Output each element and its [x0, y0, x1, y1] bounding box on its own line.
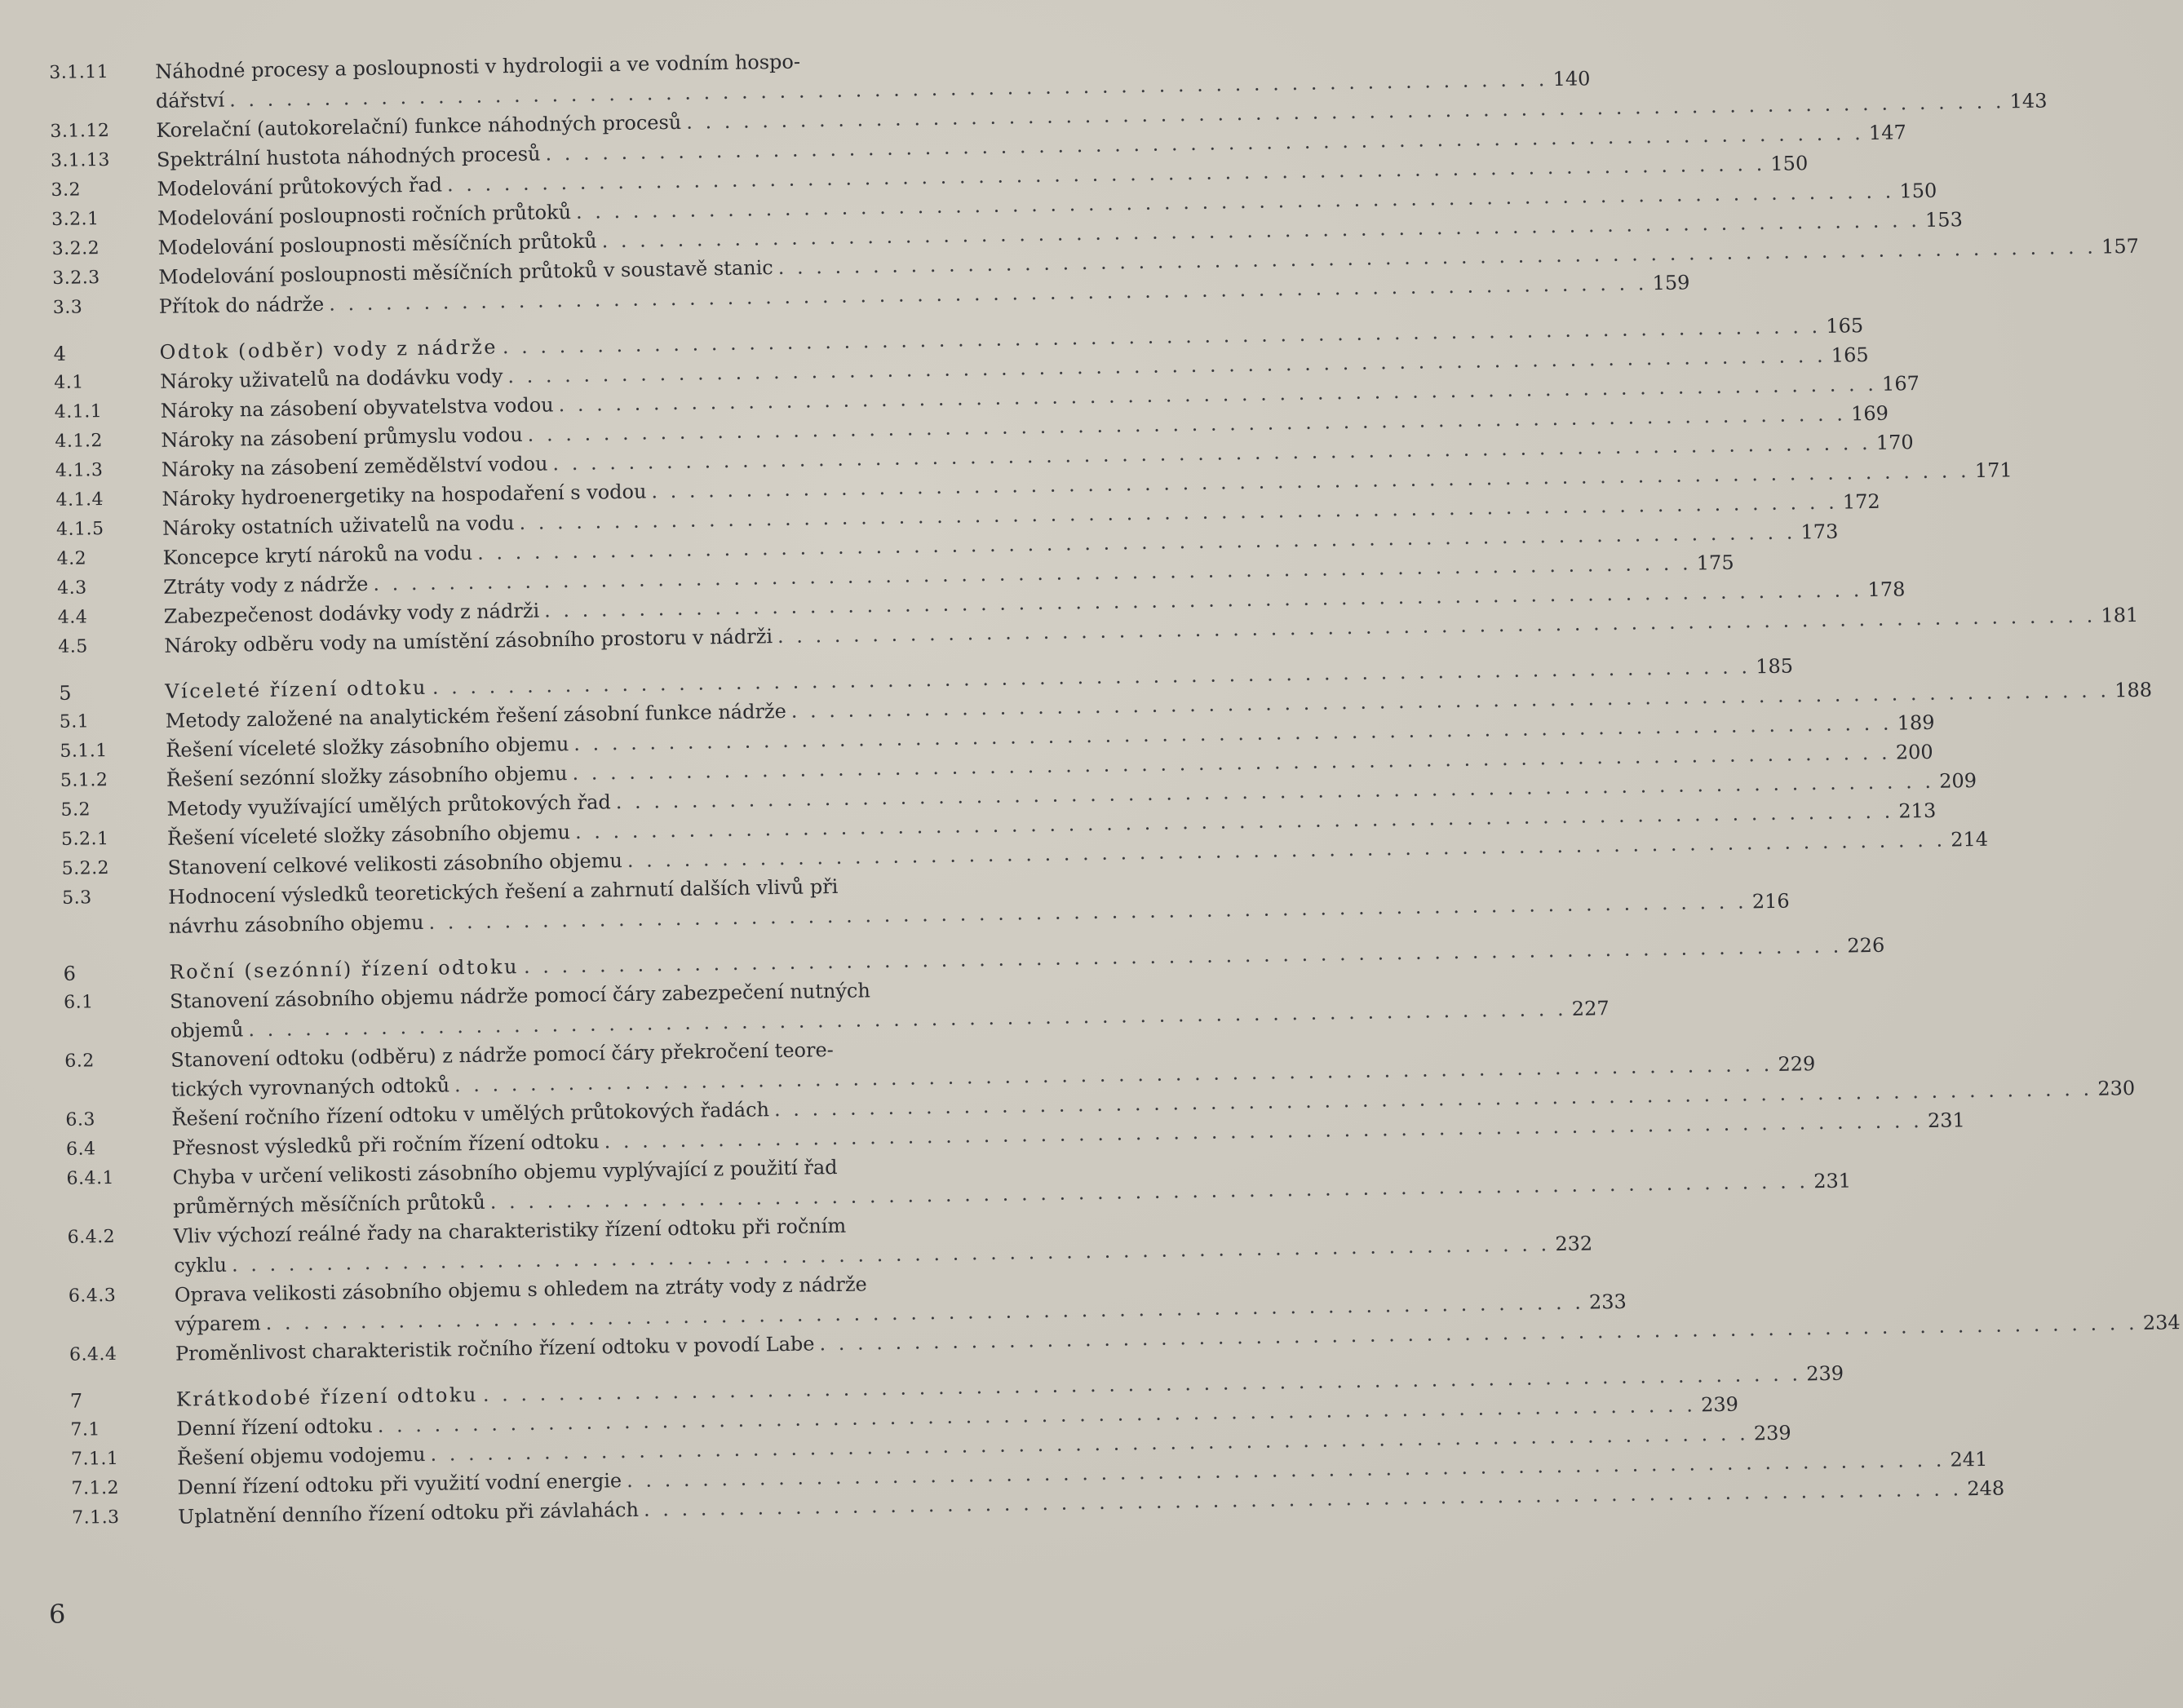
toc-page-number: 147 [1868, 121, 1906, 144]
toc-entry [61, 870, 1790, 943]
toc-entry-number: 4.1.3 [55, 460, 104, 481]
toc-entry-title: Řešení víceleté složky zásobního objemu [166, 732, 569, 762]
toc-entry-title: Přítok do nádrže [158, 292, 325, 318]
toc-entry-number: 3.2.1 [51, 209, 100, 230]
toc-entry-number: 6.4.2 [67, 1226, 116, 1248]
toc-entry-number: 4.1.2 [55, 431, 104, 452]
toc-entry-number: 7.1.2 [71, 1477, 120, 1499]
toc-entry-title: Odtok (odběr) vody z nádrže [159, 335, 498, 364]
toc-entry-title: Korelační (autokorelační) funkce náhodných procesů [156, 110, 682, 142]
table-of-contents [49, 45, 2181, 1533]
toc-entry-number: 3.1.11 [49, 61, 109, 83]
toc-entry-number: 4 [53, 342, 67, 365]
toc-entry-title: Oprava velikosti zásobního objemu s ohledem na ztráty vody z nádrže [174, 1272, 867, 1307]
toc-entry-title: Metody využívající umělých průtokových řad [166, 790, 612, 821]
toc-entry-number: 6.1 [63, 992, 94, 1013]
toc-page-number: 239 [1806, 1361, 1844, 1386]
toc-entry-title: Řešení sezónní složky zásobního objemu [166, 762, 568, 791]
toc-page-number: 227 [1571, 997, 1610, 1020]
toc-page-number: 159 [1652, 271, 1690, 295]
toc-entry-number: 4.1.5 [55, 519, 104, 540]
toc-entry-title: Modelování průtokových řad [157, 173, 443, 201]
toc-entry-title: Ztráty vody z nádrže [162, 572, 369, 599]
toc-entry-number: 5.2.1 [60, 828, 109, 850]
toc-entry-number: 3.2 [51, 179, 82, 201]
toc-page-number: 209 [1938, 768, 1977, 793]
toc-entry-number: 6.4.1 [66, 1167, 115, 1189]
toc-page-number: 216 [1751, 889, 1790, 914]
toc-entry-title: Modelování posloupnosti měsíčních průtoků [157, 229, 597, 259]
toc-page-number: 178 [1867, 577, 1906, 602]
toc-entry-number: 7.1 [70, 1419, 101, 1440]
toc-entry-number: 7.1.3 [71, 1507, 120, 1529]
toc-entry-number: 6.4.4 [69, 1343, 117, 1365]
toc-page-number: 173 [1800, 520, 1839, 544]
toc-entry-title: Stanovení zásobního objemu nádrže pomocí čáry zabezpečení nutných [169, 979, 871, 1013]
toc-entry-title: Nároky ostatních uživatelů na vodu [162, 511, 515, 540]
toc-entry-title: Roční (sezónní) řízení odtoku [169, 955, 520, 984]
toc-entry-number: 5.2 [60, 799, 91, 821]
toc-entry-number: 4.4 [57, 607, 88, 628]
toc-page-number: 150 [1770, 152, 1809, 175]
toc-page-number: 241 [1950, 1447, 1988, 1471]
toc-entry-title: průměrných měsíčních průtoků [172, 1190, 486, 1219]
toc-entry-title: Spektrální hustota náhodných procesů [156, 142, 541, 171]
toc-entry-number: 4.1.1 [54, 401, 103, 423]
toc-entry-title: Řešení ročního řízení odtoku v umělých průtokových řadách [171, 1098, 770, 1131]
toc-entry-title: Vliv výchozí reálné řady na charakteristiky řízení odtoku při ročním [173, 1214, 847, 1248]
toc-entry-title: Zabezpečenost dodávky vody z nádrži [163, 599, 540, 628]
toc-page-number: 231 [1927, 1108, 1966, 1132]
toc-page-number: 231 [1813, 1169, 1852, 1193]
toc-page-number: 170 [1875, 431, 1914, 454]
toc-page-number: 153 [1924, 208, 1964, 232]
toc-entry-title: objemů [170, 1018, 244, 1042]
toc-entry-title: dářství [155, 88, 225, 113]
toc-entry-number: 5.1.1 [60, 740, 108, 762]
toc-entry-title: Přesnost výsledků při ročním řízení odtoku [171, 1130, 600, 1160]
toc-entry-number: 5 [59, 681, 73, 705]
toc-entry-title: Chyba v určení velikosti zásobního objemu vyplývající z použití řad [172, 1155, 838, 1189]
toc-entry-number: 5.3 [61, 887, 92, 909]
toc-page-number: 248 [1967, 1476, 2005, 1501]
toc-entry-title: Nároky na zásobení obyvatelstva vodou [160, 393, 554, 423]
toc-entry-title: Řešení víceleté složky zásobního objemu [166, 821, 571, 850]
toc-page-number: 239 [1753, 1421, 1791, 1445]
toc-page-number: 171 [1974, 458, 2013, 482]
toc-entry-number: 5.1.2 [60, 769, 108, 791]
toc-entry-title: Modelování posloupnosti ročních průtoků [157, 200, 572, 230]
toc-page-number: 157 [2101, 234, 2140, 259]
toc-entry-number: 3.1.13 [50, 149, 111, 171]
toc-entry-number: 6.2 [64, 1051, 95, 1072]
toc-page-number: 232 [1555, 1232, 1593, 1256]
toc-page-number: 167 [1881, 372, 1920, 396]
toc-entry-number: 4.1.4 [55, 489, 104, 511]
toc-entry-title: Krátkodobé řízení odtoku [175, 1383, 479, 1411]
toc-entry-title: Řešení objemu vodojemu [176, 1442, 426, 1470]
toc-page-number: 185 [1756, 654, 1794, 679]
toc-page-number: 230 [2097, 1076, 2136, 1100]
toc-entry-title: Nároky hydroenergetiky na hospodaření s vodou [162, 480, 647, 511]
toc-entry-number: 7 [69, 1389, 83, 1413]
toc-entry-title: Koncepce krytí nároků na vodu [162, 541, 473, 569]
toc-page-number: 169 [1850, 401, 1889, 426]
toc-entry-title: Nároky odběru vody na umístění zásobního prostoru v nádrži [164, 625, 773, 657]
toc-page-number: 214 [1951, 827, 1989, 852]
toc-entry-number: 3.2.2 [51, 238, 100, 259]
toc-entry-title: Hodnocení výsledků teoretických řešení a zahrnutí dalších vlivů při [167, 874, 839, 909]
toc-entry-number: 4.2 [56, 548, 87, 569]
page-number: 6 [49, 1599, 66, 1630]
toc-entry-number: 5.1 [59, 711, 90, 732]
toc-entry-title: tických vyrovnaných odtoků [170, 1073, 450, 1101]
toc-page-number: 188 [2114, 678, 2153, 702]
toc-page-number: 229 [1778, 1052, 1816, 1076]
toc-entry-number: 7.1.1 [70, 1448, 119, 1470]
toc-entry-number: 6.4.3 [68, 1285, 117, 1307]
toc-page-number: 143 [2009, 89, 2048, 113]
toc-page-number: 239 [1700, 1392, 1739, 1417]
toc-entry-title: cyklu [174, 1253, 228, 1277]
toc-page-number: 226 [1847, 933, 1885, 958]
toc-entry-number: 3.3 [52, 297, 83, 318]
toc-page-number: 181 [2101, 603, 2139, 627]
toc-entry-number: 4.3 [57, 577, 87, 599]
toc-entry-title: Nároky na zásobení zemědělství vodou [161, 452, 548, 481]
toc-entry-title: výparem [175, 1312, 261, 1336]
toc-entry-title: Denní řízení odtoku [176, 1414, 373, 1440]
toc-entry-title: návrhu zásobního objemu [168, 910, 424, 938]
toc-page-number: 175 [1696, 551, 1734, 575]
toc-page-number: 234 [2142, 1311, 2181, 1334]
toc-entry-title: Nároky na zásobení průmyslu vodou [161, 423, 523, 452]
toc-entry-title: Stanovení odtoku (odběru) z nádrže pomocí čáry překročení teore- [170, 1038, 834, 1072]
toc-entry-title: Uplatnění denního řízení odtoku při závlahách [177, 1498, 640, 1529]
toc-page-number: 165 [1826, 314, 1864, 338]
toc-page-number: 140 [1552, 67, 1591, 91]
toc-entry-number: 6.3 [65, 1109, 96, 1131]
toc-entry-title: Metody založené na analytickém řešení zásobní funkce nádrže [165, 699, 787, 732]
toc-entry-number: 6.4 [65, 1139, 96, 1160]
toc-page-number: 200 [1895, 740, 1933, 764]
toc-page-number: 233 [1588, 1290, 1627, 1314]
toc-page-number: 213 [1898, 799, 1937, 823]
toc-entry-number: 3.2.3 [52, 268, 100, 289]
toc-entry-number: 5.2.2 [61, 857, 110, 879]
toc-entry-title: Nároky uživatelů na dodávku vody [160, 365, 503, 393]
toc-page-number: 165 [1831, 343, 1869, 367]
toc-entry-number: 3.1.12 [50, 120, 110, 142]
toc-entry-number: 4.1 [54, 372, 84, 393]
toc-entry-title: Náhodné procesy a posloupnosti v hydrologii a ve vodním hospo- [155, 50, 801, 83]
toc-entry-title: Proměnlivost charakteristik ročního řízení odtoku v povodí Labe [175, 1332, 815, 1365]
toc-entry-number: 6 [63, 962, 77, 985]
toc-entry-title: Denní řízení odtoku při využití vodní energie [177, 1469, 622, 1499]
toc-page-number: 150 [1899, 179, 1937, 203]
toc-page-number: 189 [1897, 710, 1935, 735]
toc-entry-number: 4.5 [58, 636, 89, 657]
toc-entry-title: Víceleté řízení odtoku [164, 675, 428, 703]
toc-entry-title: Modelování posloupnosti měsíčních průtoků v soustavě stanic [158, 256, 773, 289]
toc-entry-title: Stanovení celkové velikosti zásobního objemu [167, 849, 623, 879]
toc-page-number: 172 [1842, 489, 1880, 514]
